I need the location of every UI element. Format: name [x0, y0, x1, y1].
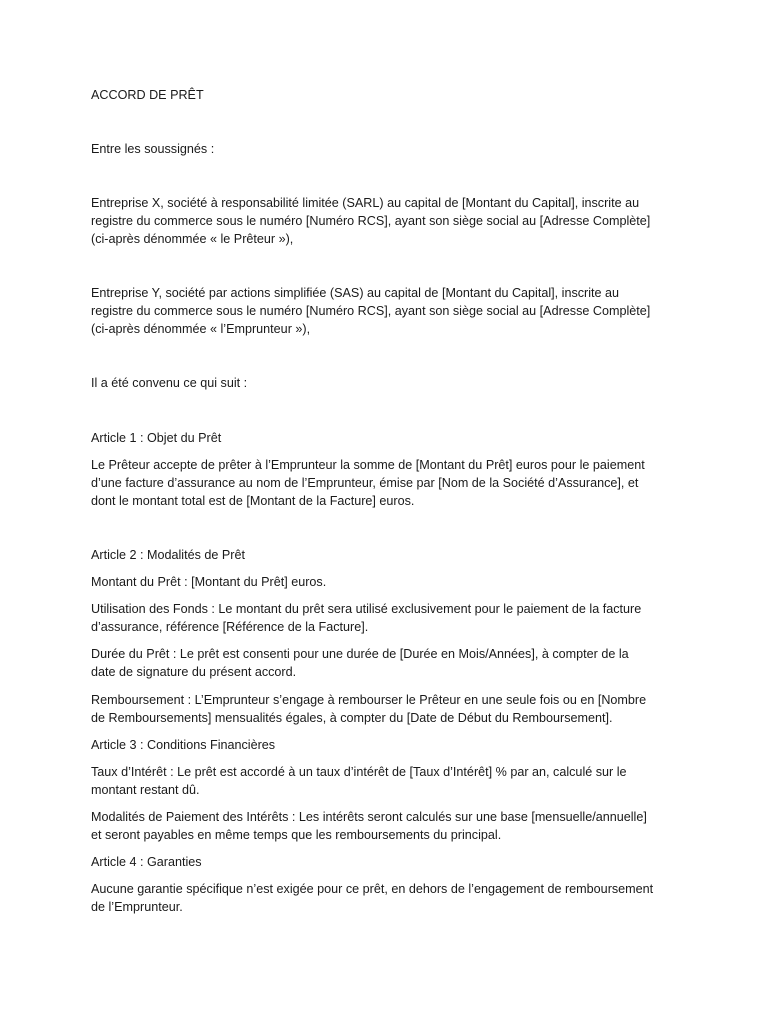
document-title: ACCORD DE PRÊT	[91, 88, 204, 102]
text-line: Le Prêteur accepte de prêter à l’Emprunteur la somme de [Montant du Prêt] euros pour le paiement	[91, 458, 645, 472]
text-line: dont le montant total est de [Montant de la Facture] euros.	[91, 494, 415, 508]
text-line: registre du commerce sous le numéro [Numéro RCS], ayant son siège social au [Adresse Complète]	[91, 304, 651, 318]
text-line: Entreprise Y, société par actions simplifiée (SAS) au capital de [Montant du Capital], inscrite au	[91, 286, 620, 300]
loan-amount-line: Montant du Prêt : [Montant du Prêt] euros.	[91, 575, 327, 589]
article-1-body	[91, 456, 681, 510]
text-line: date de signature du présent accord.	[91, 665, 297, 679]
document-page	[91, 0, 681, 1024]
article-2-heading: Article 2 : Modalités de Prêt	[91, 548, 245, 562]
text-line: de Remboursements] mensualités égales, à compter du [Date de Début du Remboursement].	[91, 711, 613, 725]
text-line: montant restant dû.	[91, 783, 200, 797]
intro-line: Entre les soussignés :	[91, 142, 215, 156]
text-line: (ci-après dénommée « le Prêteur »),	[91, 232, 294, 246]
text-line: Remboursement : L’Emprunteur s’engage à rembourser le Prêteur en une seule fois ou en [Nombre	[91, 693, 647, 707]
text-line: Utilisation des Fonds : Le montant du prêt sera utilisé exclusivement pour le paiement de la facture	[91, 602, 642, 616]
text-line: d’assurance, référence [Référence de la Facture].	[91, 620, 369, 634]
text-line: d’une facture d’assurance au nom de l’Emprunteur, émise par [Nom de la Société d’Assurance], et	[91, 476, 639, 490]
repayment-paragraph	[91, 691, 681, 727]
funds-usage-paragraph	[91, 600, 681, 636]
text-line: de l’Emprunteur.	[91, 900, 183, 914]
text-line: Aucune garantie spécifique n’est exigée pour ce prêt, en dehors de l’engagement de remboursement	[91, 882, 654, 896]
text-line: Entreprise X, société à responsabilité limitée (SARL) au capital de [Montant du Capital], inscrite au	[91, 196, 640, 210]
interest-payment-paragraph	[91, 808, 681, 844]
article-4-heading: Article 4 : Garanties	[91, 855, 202, 869]
article-4-body	[91, 880, 681, 916]
text-line: Durée du Prêt : Le prêt est consenti pour une durée de [Durée en Mois/Années], à compter de la	[91, 647, 629, 661]
party-x-paragraph	[91, 194, 681, 248]
text-line: et seront payables en même temps que les remboursements du principal.	[91, 828, 502, 842]
text-line: (ci-après dénommée « l’Emprunteur »),	[91, 322, 311, 336]
party-y-paragraph	[91, 284, 681, 338]
article-1-heading: Article 1 : Objet du Prêt	[91, 431, 222, 445]
agreed-line: Il a été convenu ce qui suit :	[91, 376, 248, 390]
text-line: registre du commerce sous le numéro [Numéro RCS], ayant son siège social au [Adresse Complète]	[91, 214, 651, 228]
text-line: Modalités de Paiement des Intérêts : Les intérêts seront calculés sur une base [mensuelle/annuelle]	[91, 810, 647, 824]
article-3-heading: Article 3 : Conditions Financières	[91, 738, 276, 752]
text-line: Taux d’Intérêt : Le prêt est accordé à un taux d’intérêt de [Taux d’Intérêt] % par an, calculé sur le	[91, 765, 627, 779]
loan-duration-paragraph	[91, 645, 681, 681]
interest-rate-paragraph	[91, 763, 681, 799]
